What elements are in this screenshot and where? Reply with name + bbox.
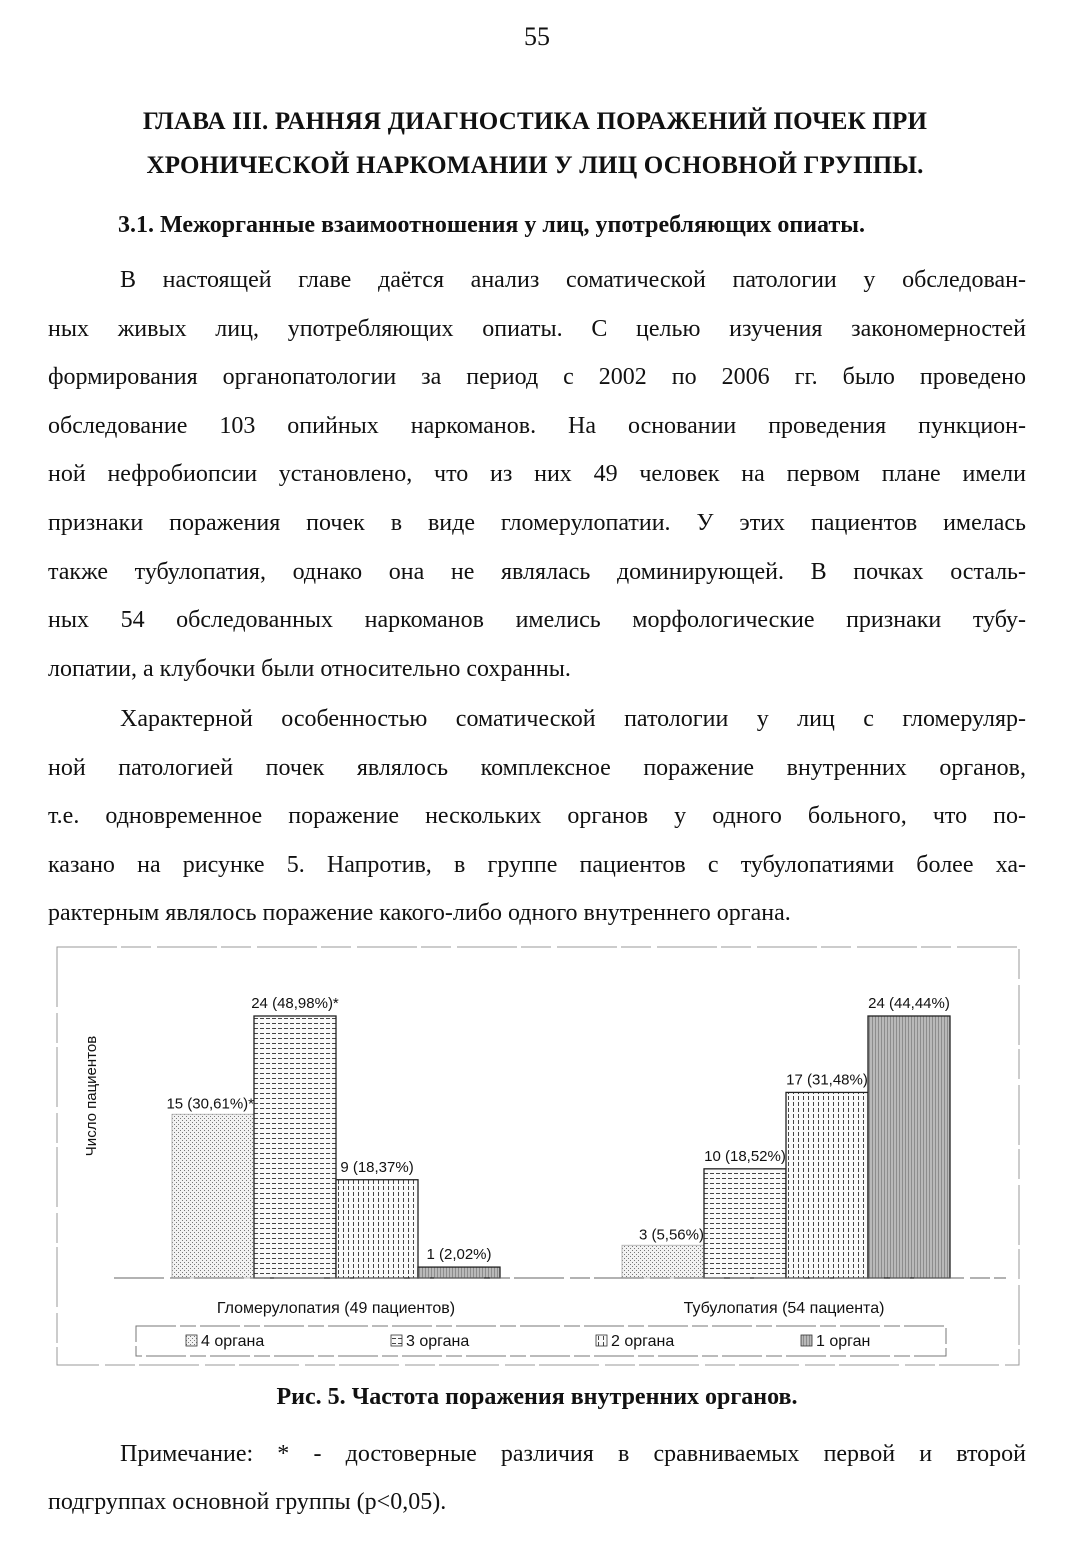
category-label: Гломерулопатия (49 пациентов) (216, 1300, 456, 1317)
bar (786, 1092, 868, 1278)
chapter-title-line: ГЛАВА III. РАННЯЯ ДИАГНОСТИКА ПОРАЖЕНИЙ ПОЧЕК ПРИ (142, 108, 928, 135)
figure-caption: Рис. 5. Частота поражения внутренних органов. (276, 1384, 798, 1410)
bar (868, 1016, 950, 1278)
bar-chart (56, 946, 1020, 1366)
legend-label: 3 органа (406, 1333, 470, 1350)
data-label: 24 (48,98%)* (251, 995, 339, 1012)
legend-label: 1 орган (816, 1333, 871, 1350)
text-line: обследование 103 опийных наркоманов. На основании проведения пункцион- (48, 412, 1026, 439)
text-line: лопатии, а клубочки были относительно сохранны. (48, 655, 571, 682)
note-line: подгруппах основной группы (р<0,05). (48, 1489, 447, 1515)
figure-5 (56, 946, 1020, 1366)
text-line: ных 54 обследованных наркоманов имелись морфологические признаки тубу- (48, 607, 1026, 634)
legend-swatch (391, 1335, 402, 1346)
paragraph-2 (48, 695, 1026, 938)
legend (186, 1333, 870, 1350)
legend-label: 2 органа (611, 1333, 675, 1350)
legend-swatch (186, 1335, 197, 1346)
bar (418, 1267, 500, 1278)
category-label: Тубулопатия (54 пациента) (683, 1300, 885, 1317)
bar (622, 1245, 704, 1278)
y-axis-label: Число пациентов (83, 1035, 100, 1157)
data-label: 3 (5,56%) (638, 1226, 704, 1244)
note (48, 1430, 1026, 1526)
chapter-title-line: ХРОНИЧЕСКОЙ НАРКОМАНИИ У ЛИЦ ОСНОВНОЙ ГРУППЫ. (146, 152, 924, 179)
text-line: рактерным являлось поражение какого-либо одного внутреннего органа. (48, 900, 791, 927)
data-label: 24 (44,44%) (868, 995, 950, 1012)
data-label: 17 (31,48%) (786, 1071, 868, 1089)
text-line: признаки поражения почек в виде гломерулопатии. У этих пациентов имелась (48, 509, 1026, 536)
text-line: формирования органопатологии за период с 2002 по 2006 гг. было проведено (48, 364, 1026, 391)
legend-swatch (801, 1335, 812, 1346)
bar (254, 1016, 336, 1278)
legend-label: 4 органа (201, 1333, 265, 1350)
bar (704, 1169, 786, 1278)
paragraph-1 (48, 256, 1026, 693)
text-line: также тубулопатия, однако она не являлась доминирующей. В почках осталь- (48, 558, 1026, 585)
chapter-title (60, 100, 1010, 188)
bar (172, 1114, 254, 1278)
data-label: 9 (18,37%) (340, 1158, 414, 1176)
section-title: 3.1. Межорганные взаимоотношения у лиц, употребляющих опиаты. (118, 212, 865, 238)
page-number: 55 (524, 22, 550, 51)
text-line: ной нефробиопсии установлено, что из них 49 человек на первом плане имели (48, 461, 1026, 488)
text-line: В настоящей главе даётся анализ соматической патологии у обследован- (120, 267, 1026, 293)
data-label: 10 (18,52%) (704, 1147, 786, 1165)
text-line: ных живых лиц, употребляющих опиаты. С целью изучения закономерностей (48, 315, 1026, 342)
text-line: ной патологией почек являлось комплексное поражение внутренних органов, (48, 754, 1026, 781)
text-line: т.е. одновременное поражение нескольких органов у одного больного, что по- (48, 803, 1026, 830)
data-label: 1 (2,02%) (426, 1246, 492, 1264)
text-line: казано на рисунке 5. Напротив, в группе пациентов с тубулопатиями более ха- (48, 851, 1026, 878)
data-label: 15 (30,61%)* (166, 1095, 254, 1113)
legend-swatch (596, 1335, 607, 1346)
bar (336, 1180, 418, 1278)
text-line: Характерной особенностью соматической патологии у лиц с гломеруляр- (120, 706, 1026, 732)
note-line: Примечание: * - достоверные различия в сравниваемых первой и второй (120, 1441, 1026, 1467)
